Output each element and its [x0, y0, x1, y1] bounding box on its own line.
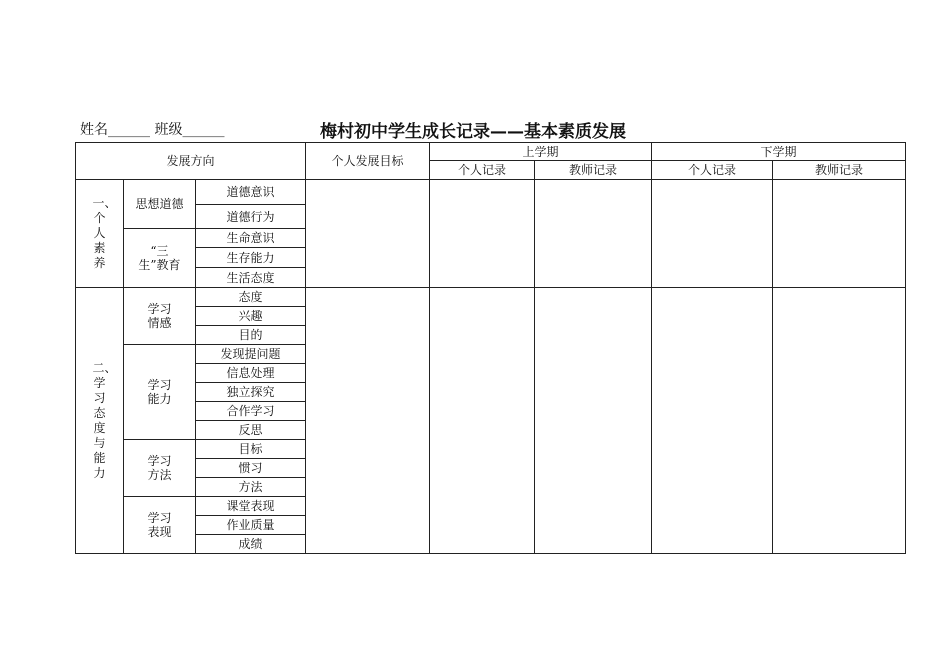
- header-direction: 发展方向: [76, 143, 306, 180]
- header-term2: 下学期: [652, 143, 906, 161]
- item-label: 发现提问题: [196, 345, 306, 364]
- header-term2-personal: 个人记录: [652, 161, 773, 180]
- record-cell-goal[interactable]: [306, 288, 430, 554]
- item-label: 生活态度: [196, 268, 306, 288]
- record-cell-goal[interactable]: [306, 180, 430, 288]
- item-label: 成绩: [196, 535, 306, 554]
- name-class-line: 姓名______ 班级______: [80, 122, 225, 138]
- header-goal: 个人发展目标: [306, 143, 430, 180]
- group-label: 思想道德: [124, 180, 196, 229]
- header-term1-teacher: 教师记录: [535, 161, 652, 180]
- record-cell-term1-teacher[interactable]: [535, 180, 652, 288]
- item-label: 合作学习: [196, 402, 306, 421]
- header-term2-teacher: 教师记录: [773, 161, 906, 180]
- document-header: [80, 117, 880, 142]
- header-term1: 上学期: [430, 143, 652, 161]
- record-cell-term2-personal[interactable]: [652, 180, 773, 288]
- document-title: 梅村初中学生成长记录——基本素质发展: [320, 122, 626, 142]
- record-cell-term1-personal[interactable]: [430, 288, 535, 554]
- item-label: 反思: [196, 421, 306, 440]
- group-label: 学习情感: [124, 288, 196, 345]
- group-label: 学习方法: [124, 440, 196, 497]
- record-cell-term2-teacher[interactable]: [773, 288, 906, 554]
- item-label: 课堂表现: [196, 497, 306, 516]
- section-label-2: 二、学习态度与能力: [76, 288, 124, 554]
- section-label-1: 一、个人素养: [76, 180, 124, 288]
- record-cell-term1-teacher[interactable]: [535, 288, 652, 554]
- group-label: “三生”教育: [124, 229, 196, 288]
- record-cell-term2-teacher[interactable]: [773, 180, 906, 288]
- item-label: 态度: [196, 288, 306, 307]
- item-label: 生存能力: [196, 248, 306, 268]
- item-label: 兴趣: [196, 307, 306, 326]
- item-label: 目标: [196, 440, 306, 459]
- item-label: 目的: [196, 326, 306, 345]
- item-label: 生命意识: [196, 229, 306, 248]
- item-label: 惯习: [196, 459, 306, 478]
- item-label: 方法: [196, 478, 306, 497]
- item-label: 信息处理: [196, 364, 306, 383]
- group-label: 学习能力: [124, 345, 196, 440]
- item-label: 道德行为: [196, 205, 306, 229]
- header-term1-personal: 个人记录: [430, 161, 535, 180]
- record-cell-term1-personal[interactable]: [430, 180, 535, 288]
- item-label: 独立探究: [196, 383, 306, 402]
- item-label: 作业质量: [196, 516, 306, 535]
- record-cell-term2-personal[interactable]: [652, 288, 773, 554]
- item-label: 道德意识: [196, 180, 306, 205]
- growth-record-table: [75, 142, 906, 554]
- group-label: 学习表现: [124, 497, 196, 554]
